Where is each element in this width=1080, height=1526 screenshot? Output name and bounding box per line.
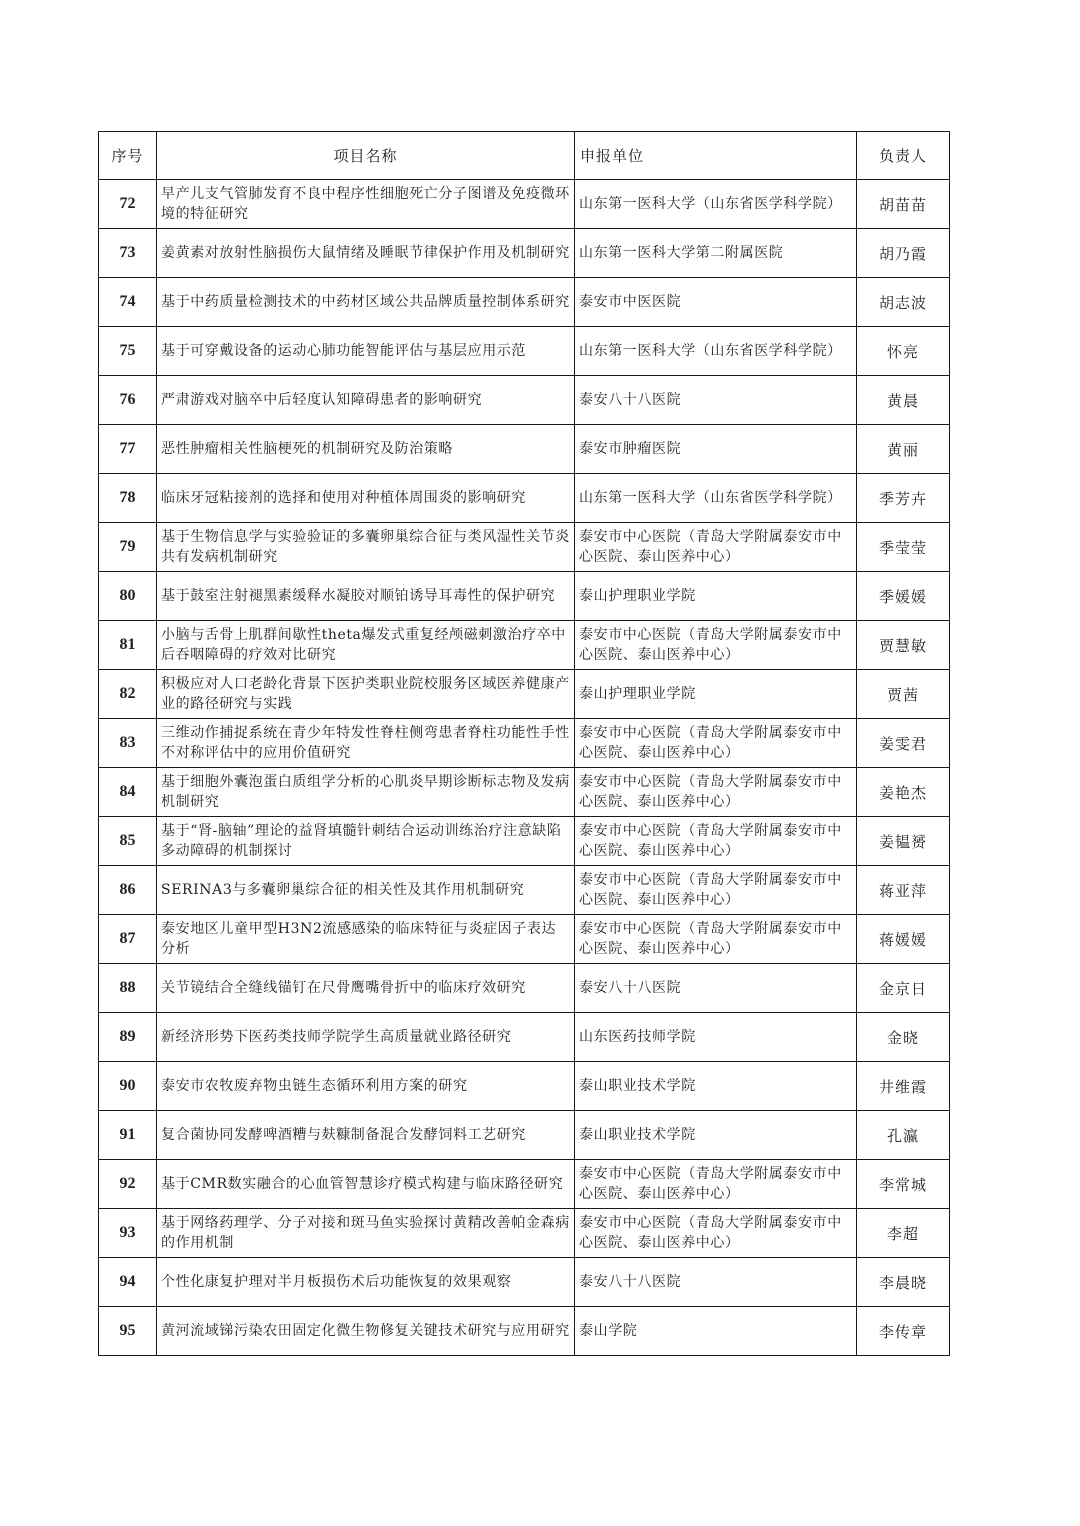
serial-number-cell: 83: [99, 719, 157, 768]
header-principal: 负责人: [857, 132, 950, 180]
principal-cell: 李晨晓: [857, 1258, 950, 1307]
principal-cell: 怀亮: [857, 327, 950, 376]
serial-number-cell: 81: [99, 621, 157, 670]
serial-number-cell: 72: [99, 180, 157, 229]
principal-cell: 金晓: [857, 1013, 950, 1062]
applicant-unit-cell: 泰安市中心医院（青岛大学附属泰安市中心医院、泰山医养中心）: [575, 621, 857, 670]
table-row: [99, 621, 950, 670]
principal-cell: 孔瀛: [857, 1111, 950, 1160]
table-row: [99, 229, 950, 278]
applicant-unit-cell: 泰安市肿瘤医院: [575, 425, 857, 474]
table-row: [99, 523, 950, 572]
serial-number-cell: 86: [99, 866, 157, 915]
serial-number-cell: 79: [99, 523, 157, 572]
applicant-unit-cell: 泰山护理职业学院: [575, 572, 857, 621]
principal-cell: 季莹莹: [857, 523, 950, 572]
table-row: [99, 768, 950, 817]
project-name-cell: 关节镜结合全缝线锚钉在尺骨鹰嘴骨折中的临床疗效研究: [157, 964, 575, 1013]
principal-cell: 井维霞: [857, 1062, 950, 1111]
project-name-cell: 基于网络药理学、分子对接和斑马鱼实验探讨黄精改善帕金森病的作用机制: [157, 1209, 575, 1258]
serial-number-cell: 74: [99, 278, 157, 327]
table-row: [99, 817, 950, 866]
applicant-unit-cell: 山东第一医科大学（山东省医学科学院）: [575, 474, 857, 523]
applicant-unit-cell: 泰安八十八医院: [575, 1258, 857, 1307]
serial-number-cell: 93: [99, 1209, 157, 1258]
principal-cell: 黄丽: [857, 425, 950, 474]
applicant-unit-cell: 山东第一医科大学（山东省医学科学院）: [575, 327, 857, 376]
principal-cell: 贾茜: [857, 670, 950, 719]
applicant-unit-cell: 泰安市中心医院（青岛大学附属泰安市中心医院、泰山医养中心）: [575, 768, 857, 817]
table-row: [99, 278, 950, 327]
project-name-cell: 三维动作捕捉系统在青少年特发性脊柱侧弯患者脊柱功能性手性不对称评估中的应用价值研究: [157, 719, 575, 768]
table-row: [99, 915, 950, 964]
principal-cell: 李传章: [857, 1307, 950, 1356]
applicant-unit-cell: 山东第一医科大学第二附属医院: [575, 229, 857, 278]
table-row: [99, 670, 950, 719]
project-table: [98, 131, 950, 1356]
project-name-cell: 严肃游戏对脑卒中后轻度认知障碍患者的影响研究: [157, 376, 575, 425]
serial-number-cell: 94: [99, 1258, 157, 1307]
principal-cell: 李超: [857, 1209, 950, 1258]
principal-cell: 姜雯君: [857, 719, 950, 768]
applicant-unit-cell: 泰安市中心医院（青岛大学附属泰安市中心医院、泰山医养中心）: [575, 915, 857, 964]
project-name-cell: 基于鼓室注射褪黑素缓释水凝胶对顺铂诱导耳毒性的保护研究: [157, 572, 575, 621]
project-name-cell: 基于中药质量检测技术的中药材区域公共品牌质量控制体系研究: [157, 278, 575, 327]
table-row: [99, 1258, 950, 1307]
table-row: [99, 376, 950, 425]
project-name-cell: 个性化康复护理对半月板损伤术后功能恢复的效果观察: [157, 1258, 575, 1307]
table-row: [99, 964, 950, 1013]
principal-cell: 李常城: [857, 1160, 950, 1209]
serial-number-cell: 95: [99, 1307, 157, 1356]
serial-number-cell: 75: [99, 327, 157, 376]
principal-cell: 季媛媛: [857, 572, 950, 621]
project-list-sheet: [98, 131, 949, 1356]
project-name-cell: 基于细胞外囊泡蛋白质组学分析的心肌炎早期诊断标志物及发病机制研究: [157, 768, 575, 817]
principal-cell: 金京日: [857, 964, 950, 1013]
applicant-unit-cell: 泰安八十八医院: [575, 964, 857, 1013]
table-row: [99, 1062, 950, 1111]
table-row: [99, 180, 950, 229]
header-serial-number: 序号: [99, 132, 157, 180]
serial-number-cell: 80: [99, 572, 157, 621]
project-name-cell: 恶性肿瘤相关性脑梗死的机制研究及防治策略: [157, 425, 575, 474]
serial-number-cell: 91: [99, 1111, 157, 1160]
table-row: [99, 425, 950, 474]
table-row: [99, 866, 950, 915]
project-name-cell: 泰安市农牧废弃物虫链生态循环利用方案的研究: [157, 1062, 575, 1111]
project-name-cell: 基于CMR数实融合的心血管智慧诊疗模式构建与临床路径研究: [157, 1160, 575, 1209]
applicant-unit-cell: 泰安市中医医院: [575, 278, 857, 327]
project-name-cell: 复合菌协同发酵啤酒糟与麸糠制备混合发酵饲料工艺研究: [157, 1111, 575, 1160]
project-name-cell: 姜黄素对放射性脑损伤大鼠情绪及睡眠节律保护作用及机制研究: [157, 229, 575, 278]
table-row: [99, 719, 950, 768]
applicant-unit-cell: 泰山学院: [575, 1307, 857, 1356]
principal-cell: 黄晨: [857, 376, 950, 425]
serial-number-cell: 90: [99, 1062, 157, 1111]
serial-number-cell: 76: [99, 376, 157, 425]
serial-number-cell: 92: [99, 1160, 157, 1209]
serial-number-cell: 73: [99, 229, 157, 278]
table-row: [99, 572, 950, 621]
table-row: [99, 1307, 950, 1356]
principal-cell: 胡苗苗: [857, 180, 950, 229]
table-body: [99, 180, 950, 1356]
principal-cell: 季芳卉: [857, 474, 950, 523]
applicant-unit-cell: 泰山职业技术学院: [575, 1062, 857, 1111]
applicant-unit-cell: 泰安八十八医院: [575, 376, 857, 425]
principal-cell: 蒋亚萍: [857, 866, 950, 915]
table-row: [99, 1111, 950, 1160]
project-name-cell: 早产儿支气管肺发育不良中程序性细胞死亡分子图谱及免疫微环境的特征研究: [157, 180, 575, 229]
header-applicant-unit: 申报单位: [575, 132, 857, 180]
project-name-cell: 新经济形势下医药类技师学院学生高质量就业路径研究: [157, 1013, 575, 1062]
principal-cell: 姜艳杰: [857, 768, 950, 817]
serial-number-cell: 84: [99, 768, 157, 817]
table-header: [99, 132, 950, 180]
serial-number-cell: 82: [99, 670, 157, 719]
applicant-unit-cell: 泰安市中心医院（青岛大学附属泰安市中心医院、泰山医养中心）: [575, 523, 857, 572]
applicant-unit-cell: 泰山护理职业学院: [575, 670, 857, 719]
table-row: [99, 474, 950, 523]
project-name-cell: SERINA3与多囊卵巢综合征的相关性及其作用机制研究: [157, 866, 575, 915]
header-project-name: 项目名称: [157, 132, 575, 180]
table-row: [99, 1160, 950, 1209]
project-name-cell: 基于可穿戴设备的运动心肺功能智能评估与基层应用示范: [157, 327, 575, 376]
serial-number-cell: 78: [99, 474, 157, 523]
applicant-unit-cell: 泰安市中心医院（青岛大学附属泰安市中心医院、泰山医养中心）: [575, 1209, 857, 1258]
applicant-unit-cell: 泰安市中心医院（青岛大学附属泰安市中心医院、泰山医养中心）: [575, 719, 857, 768]
project-name-cell: 小脑与舌骨上肌群间歇性theta爆发式重复经颅磁刺激治疗卒中后吞咽障碍的疗效对比研究: [157, 621, 575, 670]
project-name-cell: 基于生物信息学与实验验证的多囊卵巢综合征与类风湿性关节炎共有发病机制研究: [157, 523, 575, 572]
applicant-unit-cell: 山东第一医科大学（山东省医学科学院）: [575, 180, 857, 229]
project-name-cell: 黄河流域锑污染农田固定化微生物修复关键技术研究与应用研究: [157, 1307, 575, 1356]
serial-number-cell: 87: [99, 915, 157, 964]
serial-number-cell: 89: [99, 1013, 157, 1062]
project-name-cell: 泰安地区儿童甲型H3N2流感感染的临床特征与炎症因子表达分析: [157, 915, 575, 964]
applicant-unit-cell: 泰山职业技术学院: [575, 1111, 857, 1160]
applicant-unit-cell: 山东医药技师学院: [575, 1013, 857, 1062]
project-name-cell: 积极应对人口老龄化背景下医护类职业院校服务区域医养健康产业的路径研究与实践: [157, 670, 575, 719]
serial-number-cell: 85: [99, 817, 157, 866]
project-name-cell: 基于“肾-脑轴”理论的益肾填髓针刺结合运动训练治疗注意缺陷多动障碍的机制探讨: [157, 817, 575, 866]
header-row: [99, 132, 950, 180]
principal-cell: 姜韫赟: [857, 817, 950, 866]
principal-cell: 胡乃霞: [857, 229, 950, 278]
serial-number-cell: 77: [99, 425, 157, 474]
table-row: [99, 1209, 950, 1258]
applicant-unit-cell: 泰安市中心医院（青岛大学附属泰安市中心医院、泰山医养中心）: [575, 866, 857, 915]
principal-cell: 贾慧敏: [857, 621, 950, 670]
principal-cell: 蒋媛媛: [857, 915, 950, 964]
principal-cell: 胡志波: [857, 278, 950, 327]
applicant-unit-cell: 泰安市中心医院（青岛大学附属泰安市中心医院、泰山医养中心）: [575, 1160, 857, 1209]
serial-number-cell: 88: [99, 964, 157, 1013]
project-name-cell: 临床牙冠粘接剂的选择和使用对种植体周围炎的影响研究: [157, 474, 575, 523]
table-row: [99, 327, 950, 376]
table-row: [99, 1013, 950, 1062]
applicant-unit-cell: 泰安市中心医院（青岛大学附属泰安市中心医院、泰山医养中心）: [575, 817, 857, 866]
